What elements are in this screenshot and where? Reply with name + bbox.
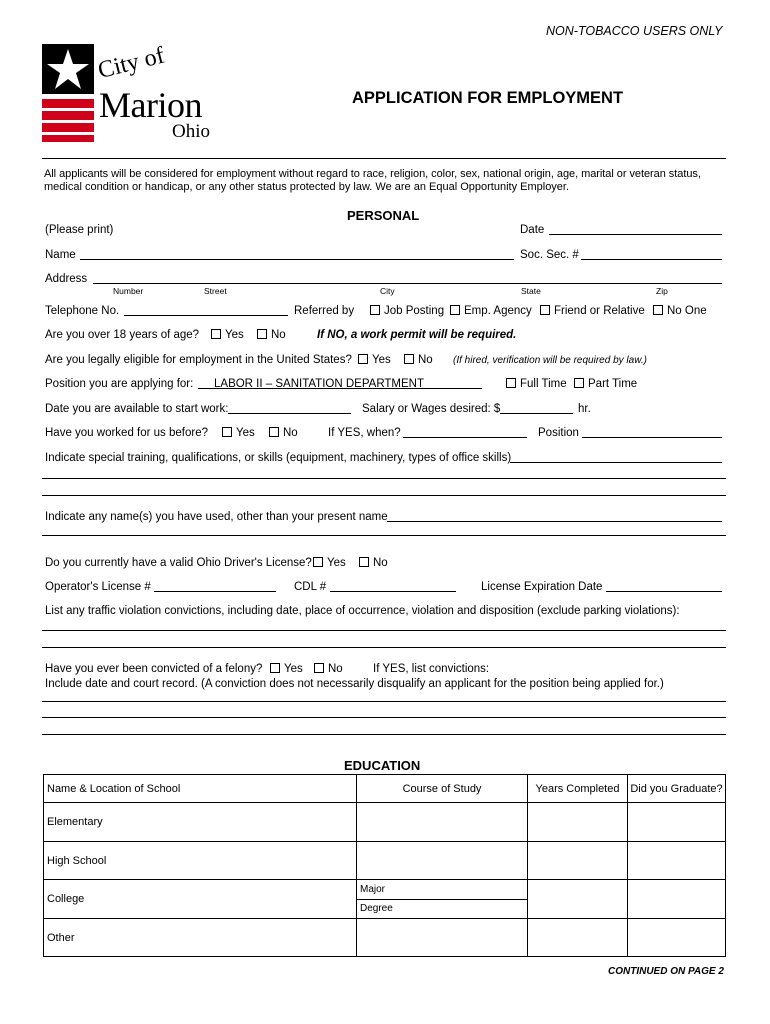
eligible-yes[interactable]: Yes bbox=[358, 354, 391, 366]
course-cell[interactable] bbox=[357, 919, 528, 957]
other-names-label: Indicate any name(s) you have used, other than your present name bbox=[45, 511, 388, 523]
when-field[interactable] bbox=[403, 424, 527, 438]
position-value: LABOR II – SANITATION DEPARTMENT bbox=[214, 378, 425, 390]
license-label: Do you currently have a valid Ohio Driver's License? bbox=[45, 557, 312, 569]
logo-stripe-1 bbox=[42, 99, 94, 108]
position-label: Position you are applying for: bbox=[45, 378, 194, 390]
cdl-field[interactable] bbox=[330, 578, 456, 592]
col-school: Name & Location of School bbox=[44, 775, 357, 803]
college-course-cell bbox=[357, 880, 528, 919]
expiration-field[interactable] bbox=[606, 578, 722, 592]
logo-ohio: Ohio bbox=[172, 121, 210, 142]
addr-zip-label: Zip bbox=[656, 286, 668, 296]
row-high-school[interactable]: High School bbox=[44, 842, 357, 880]
checkbox[interactable] bbox=[450, 305, 460, 315]
personal-heading: PERSONAL bbox=[347, 208, 420, 223]
checkbox[interactable] bbox=[506, 378, 516, 388]
course-cell[interactable] bbox=[357, 842, 528, 880]
please-print: (Please print) bbox=[45, 224, 114, 236]
work-permit-note: If NO, a work permit will be required. bbox=[317, 329, 517, 341]
verification-note: (If hired, verification will be required by law.) bbox=[453, 355, 647, 366]
major-field[interactable]: Major bbox=[357, 880, 527, 900]
telephone-label: Telephone No. bbox=[45, 305, 120, 317]
education-heading: EDUCATION bbox=[344, 758, 421, 773]
violations-label: List any traffic violation convictions, including date, place of occurrence, violation and disposition (exclude parking violations): bbox=[45, 605, 680, 617]
felony-line-3[interactable] bbox=[42, 734, 726, 735]
years-cell[interactable] bbox=[528, 842, 628, 880]
felony-note: Include date and court record. (A conviction does not necessarily disqualify an applicant for the position being applied for.) bbox=[45, 678, 664, 690]
years-cell[interactable] bbox=[528, 803, 628, 842]
checkbox[interactable] bbox=[314, 663, 324, 673]
eeo-text-line2: medical condition or handicap, or any other status protected by law. We are an Equal Opportunity Employer. bbox=[44, 181, 570, 193]
ref-no-one[interactable]: No One bbox=[653, 305, 707, 317]
part-time-option[interactable]: Part Time bbox=[574, 378, 637, 390]
graduate-cell[interactable] bbox=[628, 880, 726, 919]
addr-street-label: Street bbox=[204, 286, 227, 296]
worked-yes[interactable]: Yes bbox=[222, 427, 255, 439]
course-cell[interactable] bbox=[357, 803, 528, 842]
years-cell[interactable] bbox=[528, 880, 628, 919]
prev-position-label: Position bbox=[538, 427, 579, 439]
header-divider bbox=[42, 158, 726, 159]
col-course: Course of Study bbox=[357, 775, 528, 803]
referred-label: Referred by bbox=[294, 305, 355, 317]
ssn-label: Soc. Sec. # bbox=[520, 249, 579, 261]
date-field[interactable] bbox=[549, 221, 722, 235]
other-names-field[interactable] bbox=[387, 508, 722, 522]
start-date-field[interactable] bbox=[228, 400, 351, 414]
address-label: Address bbox=[45, 273, 88, 285]
education-header-row bbox=[44, 775, 726, 803]
if-yes-list-label: If YES, list convictions: bbox=[373, 663, 490, 675]
table-row bbox=[44, 842, 726, 880]
violations-line-2[interactable] bbox=[42, 647, 726, 648]
star-icon bbox=[42, 44, 94, 94]
over18-label: Are you over 18 years of age? bbox=[45, 329, 200, 341]
operator-license-field[interactable] bbox=[154, 578, 276, 592]
eligible-no[interactable]: No bbox=[404, 354, 433, 366]
date-label: Date bbox=[520, 224, 545, 236]
checkbox[interactable] bbox=[540, 305, 550, 315]
education-table bbox=[43, 774, 726, 957]
name-label: Name bbox=[45, 249, 76, 261]
logo-stripe-3 bbox=[42, 123, 94, 132]
cdl-label: CDL # bbox=[294, 581, 327, 593]
logo-stripe-4 bbox=[42, 135, 94, 142]
training-label: Indicate special training, qualifications, or skills (equipment, machinery, types of office skills) bbox=[45, 452, 512, 464]
checkbox[interactable] bbox=[270, 663, 280, 673]
training-field[interactable] bbox=[510, 449, 722, 463]
col-graduate: Did you Graduate? bbox=[628, 775, 726, 803]
worked-no[interactable]: No bbox=[269, 427, 298, 439]
checkbox[interactable] bbox=[653, 305, 663, 315]
felony-no[interactable]: No bbox=[314, 663, 343, 675]
checkbox[interactable] bbox=[313, 557, 323, 567]
checkbox[interactable] bbox=[211, 329, 221, 339]
training-line-3[interactable] bbox=[42, 495, 726, 496]
table-row bbox=[44, 919, 726, 957]
felony-yes[interactable]: Yes bbox=[270, 663, 303, 675]
row-college[interactable]: College bbox=[44, 880, 357, 919]
years-cell[interactable] bbox=[528, 919, 628, 957]
checkbox[interactable] bbox=[359, 557, 369, 567]
other-names-line-2[interactable] bbox=[42, 535, 726, 536]
logo-stripe-2 bbox=[42, 111, 94, 120]
ref-job-posting[interactable]: Job Posting bbox=[370, 305, 444, 317]
over18-no[interactable]: No bbox=[257, 329, 286, 341]
checkbox[interactable] bbox=[358, 354, 368, 364]
addr-number-label: Number bbox=[113, 286, 144, 296]
row-other[interactable]: Other bbox=[44, 919, 357, 957]
ssn-field[interactable] bbox=[581, 246, 722, 260]
eligible-label: Are you legally eligible for employment in the United States? bbox=[45, 354, 352, 366]
full-time-option[interactable]: Full Time bbox=[506, 378, 567, 390]
telephone-field[interactable] bbox=[124, 302, 288, 316]
felony-label: Have you ever been convicted of a felony? bbox=[45, 663, 263, 675]
operator-license-label: Operator's License # bbox=[45, 581, 151, 593]
violations-line-1[interactable] bbox=[42, 630, 726, 631]
logo-marion: Marion bbox=[99, 85, 202, 125]
ref-friend-relative[interactable]: Friend or Relative bbox=[540, 305, 645, 317]
checkbox[interactable] bbox=[370, 305, 380, 315]
logo-city-of: City of bbox=[95, 42, 168, 85]
checkbox[interactable] bbox=[257, 329, 267, 339]
hr-label: hr. bbox=[578, 403, 591, 415]
start-date-label: Date you are available to start work: bbox=[45, 403, 229, 415]
page-title: APPLICATION FOR EMPLOYMENT bbox=[352, 89, 624, 107]
continued-note: CONTINUED ON PAGE 2 bbox=[608, 966, 724, 977]
table-row bbox=[44, 803, 726, 842]
checkbox[interactable] bbox=[222, 427, 232, 437]
ref-emp-agency[interactable]: Emp. Agency bbox=[450, 305, 532, 317]
if-yes-when-label: If YES, when? bbox=[328, 427, 401, 439]
training-line-2[interactable] bbox=[42, 478, 726, 479]
name-field[interactable] bbox=[80, 246, 514, 260]
eeo-text-line1: All applicants will be considered for employment without regard to race, religion, color, sex, national origin, age, marital or veteran status, bbox=[44, 168, 701, 180]
graduate-cell[interactable] bbox=[628, 919, 726, 957]
addr-city-label: City bbox=[380, 286, 395, 296]
row-elementary[interactable]: Elementary bbox=[44, 803, 357, 842]
felony-line-2[interactable] bbox=[42, 717, 726, 718]
degree-field[interactable]: Degree bbox=[360, 903, 393, 914]
col-years: Years Completed bbox=[528, 775, 628, 803]
prev-position-field[interactable] bbox=[582, 424, 722, 438]
salary-label: Salary or Wages desired: $ bbox=[362, 403, 501, 415]
over18-yes[interactable]: Yes bbox=[211, 329, 244, 341]
addr-state-label: State bbox=[521, 286, 541, 296]
table-row bbox=[44, 880, 726, 919]
logo-star-box bbox=[42, 44, 94, 94]
graduate-cell[interactable] bbox=[628, 842, 726, 880]
felony-line-1[interactable] bbox=[42, 701, 726, 702]
graduate-cell[interactable] bbox=[628, 803, 726, 842]
license-no[interactable]: No bbox=[359, 557, 388, 569]
address-field[interactable] bbox=[93, 270, 722, 284]
worked-before-label: Have you worked for us before? bbox=[45, 427, 209, 439]
city-logo bbox=[42, 44, 227, 144]
license-yes[interactable]: Yes bbox=[313, 557, 346, 569]
top-note: NON-TOBACCO USERS ONLY bbox=[546, 24, 723, 38]
salary-field[interactable] bbox=[500, 400, 573, 414]
expiration-label: License Expiration Date bbox=[481, 581, 603, 593]
checkbox[interactable] bbox=[269, 427, 279, 437]
checkbox[interactable] bbox=[574, 378, 584, 388]
checkbox[interactable] bbox=[404, 354, 414, 364]
